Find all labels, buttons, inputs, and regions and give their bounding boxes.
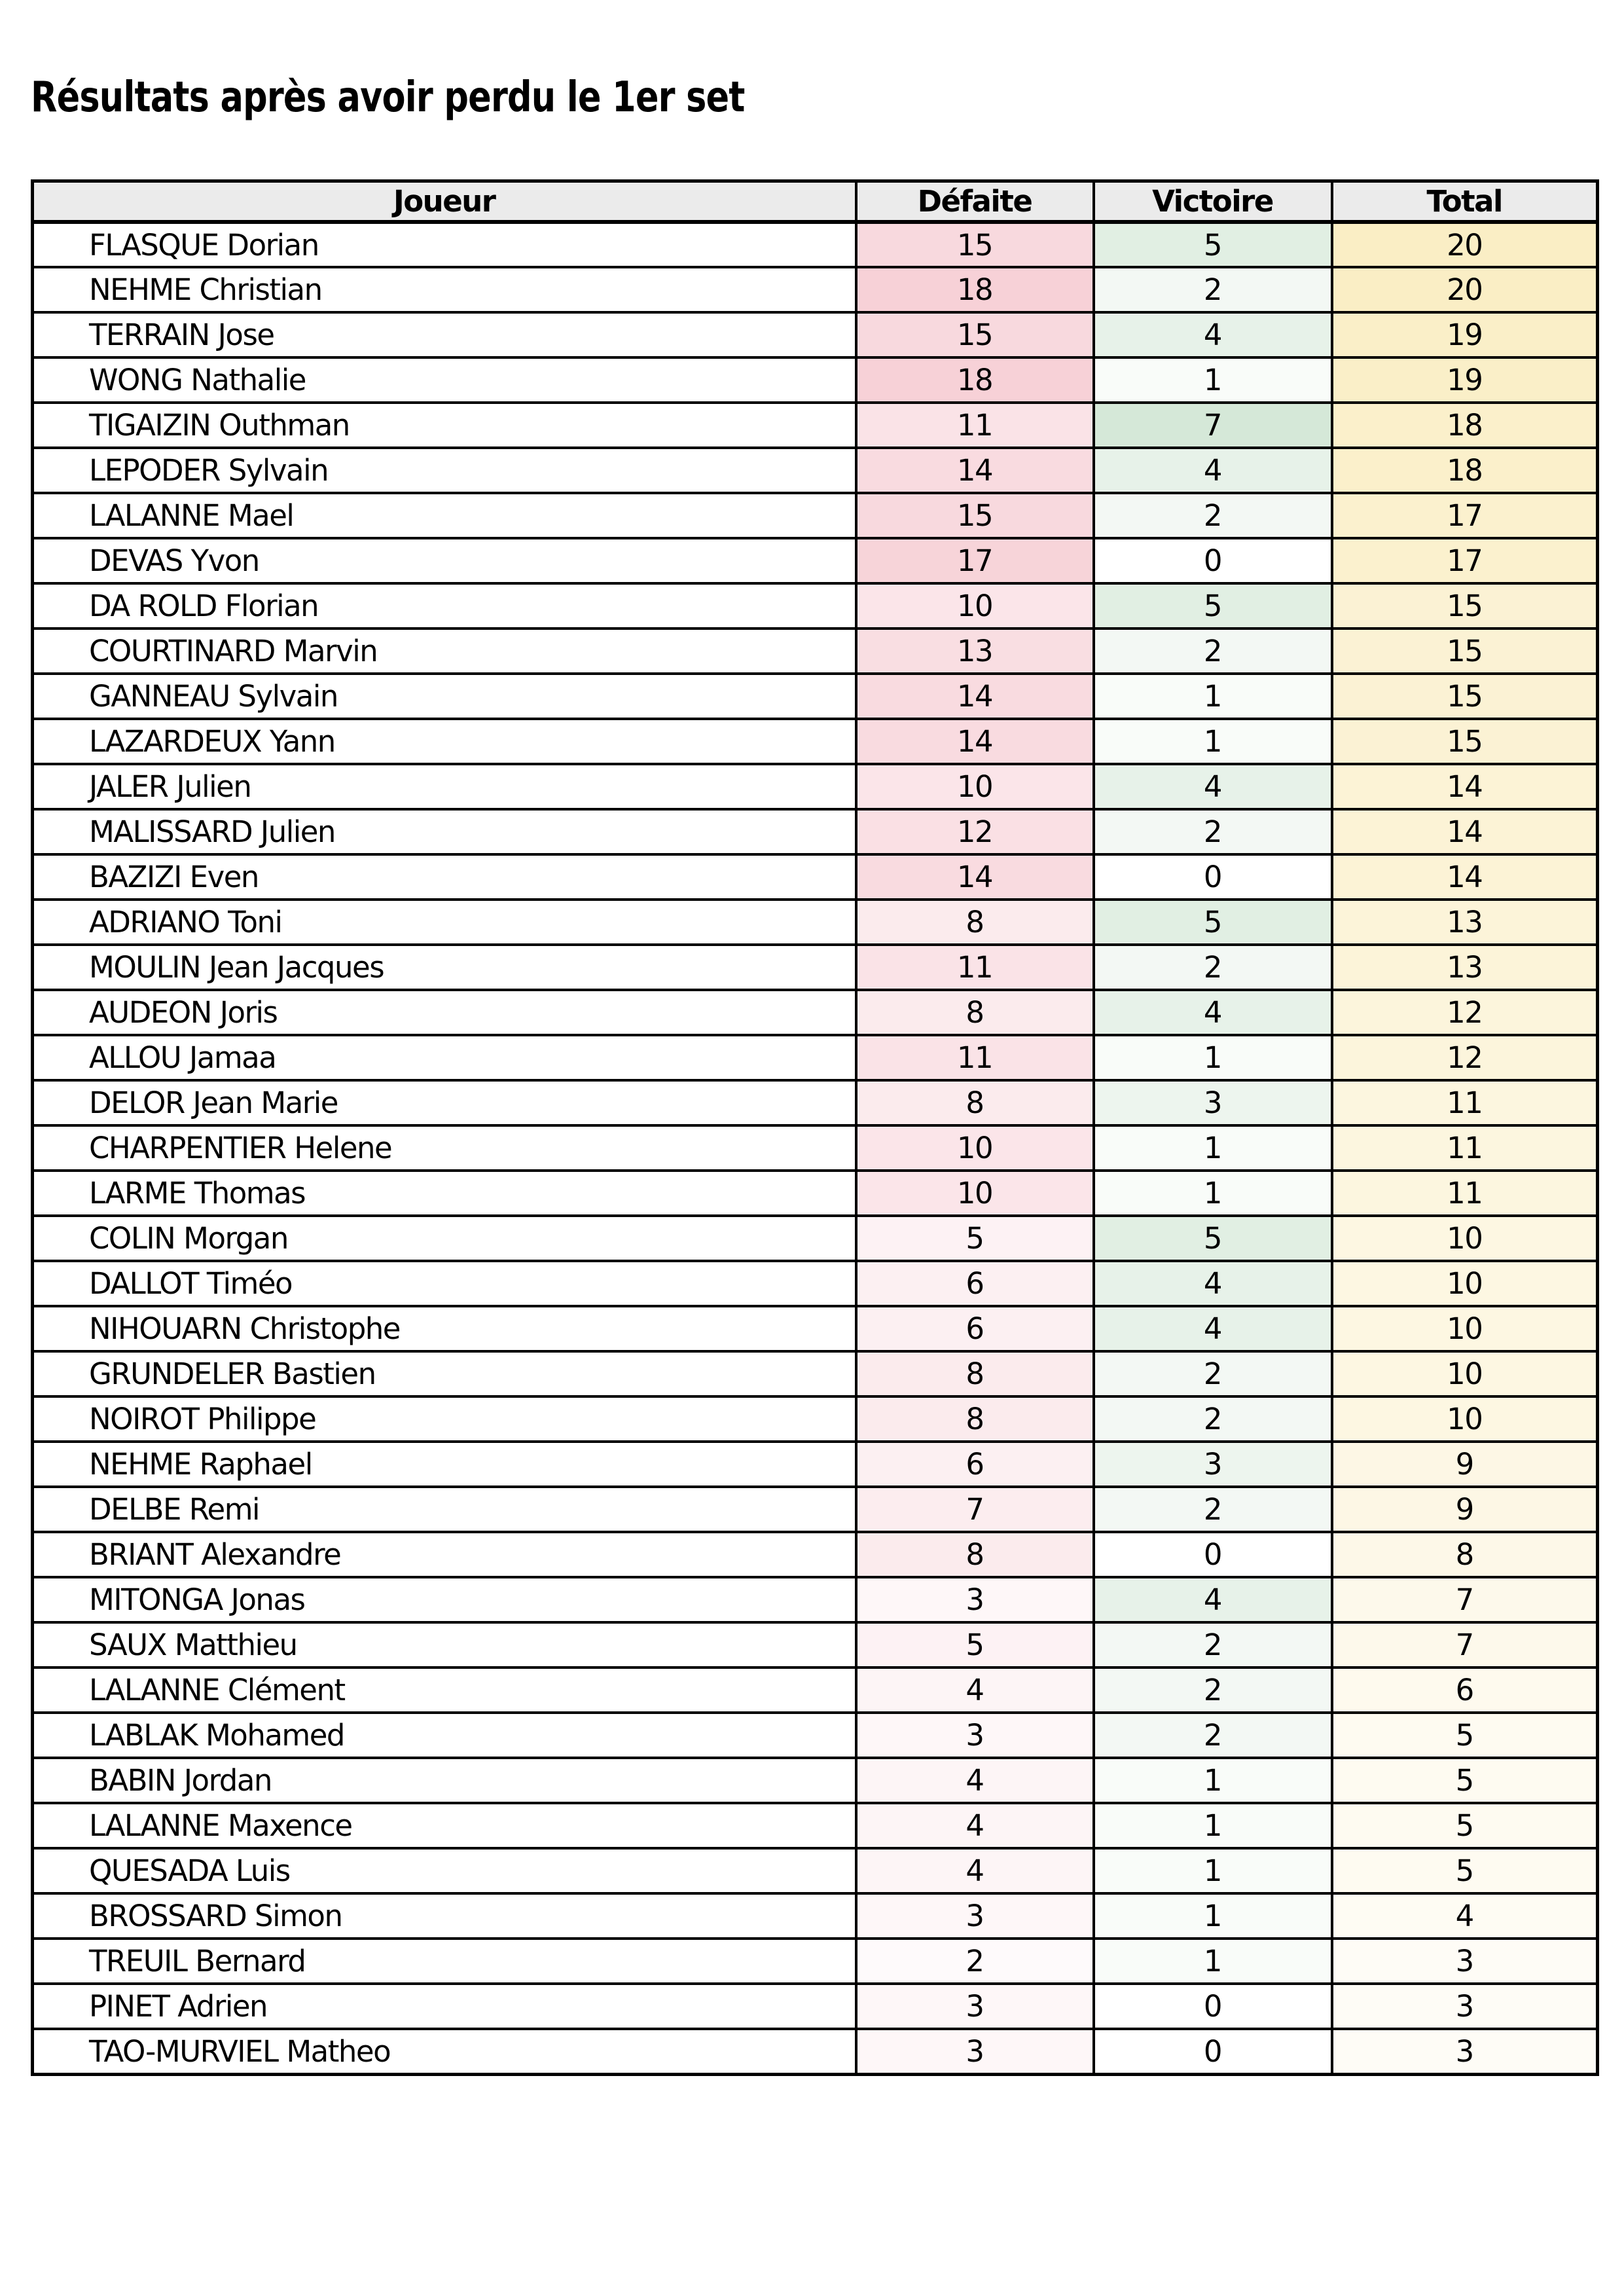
player-name-cell: DELBE Remi xyxy=(33,1487,856,1532)
defaite-cell: 2 xyxy=(856,1939,1094,1984)
table-row xyxy=(33,1939,1598,1984)
defaite-cell: 6 xyxy=(856,1261,1094,1306)
table-row xyxy=(33,900,1598,945)
player-name-cell: LEPODER Sylvain xyxy=(33,448,856,493)
victoire-cell: 1 xyxy=(1094,1803,1332,1848)
player-name-cell: GRUNDELER Bastien xyxy=(33,1351,856,1396)
player-name-cell: COLIN Morgan xyxy=(33,1216,856,1261)
player-name-cell: COURTINARD Marvin xyxy=(33,629,856,674)
table-row xyxy=(33,1532,1598,1577)
victoire-cell: 2 xyxy=(1094,1487,1332,1532)
total-cell: 17 xyxy=(1332,538,1598,583)
table-row xyxy=(33,538,1598,583)
column-header-victoire: Victoire xyxy=(1094,181,1332,223)
victoire-cell: 3 xyxy=(1094,1080,1332,1125)
victoire-cell: 2 xyxy=(1094,629,1332,674)
defaite-cell: 3 xyxy=(856,1893,1094,1939)
defaite-cell: 15 xyxy=(856,222,1094,267)
victoire-cell: 4 xyxy=(1094,1306,1332,1351)
table-row xyxy=(33,945,1598,990)
player-name-cell: BRIANT Alexandre xyxy=(33,1532,856,1577)
table-row xyxy=(33,1351,1598,1396)
victoire-cell: 1 xyxy=(1094,1035,1332,1080)
defaite-cell: 6 xyxy=(856,1306,1094,1351)
victoire-cell: 0 xyxy=(1094,2029,1332,2074)
defaite-cell: 11 xyxy=(856,1035,1094,1080)
table-row xyxy=(33,1125,1598,1171)
column-header-defaite: Défaite xyxy=(856,181,1094,223)
victoire-cell: 1 xyxy=(1094,357,1332,403)
defaite-cell: 10 xyxy=(856,583,1094,629)
player-name-cell: NIHOUARN Christophe xyxy=(33,1306,856,1351)
victoire-cell: 5 xyxy=(1094,222,1332,267)
defaite-cell: 14 xyxy=(856,448,1094,493)
table-row xyxy=(33,1487,1598,1532)
player-name-cell: LABLAK Mohamed xyxy=(33,1713,856,1758)
table-row xyxy=(33,1622,1598,1667)
defaite-cell: 10 xyxy=(856,764,1094,809)
player-name-cell: NEHME Raphael xyxy=(33,1442,856,1487)
defaite-cell: 8 xyxy=(856,1532,1094,1577)
victoire-cell: 2 xyxy=(1094,1667,1332,1713)
player-name-cell: WONG Nathalie xyxy=(33,357,856,403)
total-cell: 7 xyxy=(1332,1622,1598,1667)
table-row xyxy=(33,1396,1598,1442)
defaite-cell: 14 xyxy=(856,674,1094,719)
table-row xyxy=(33,583,1598,629)
player-name-cell: FLASQUE Dorian xyxy=(33,222,856,267)
victoire-cell: 4 xyxy=(1094,448,1332,493)
player-name-cell: LALANNE Maxence xyxy=(33,1803,856,1848)
table-row xyxy=(33,629,1598,674)
defaite-cell: 17 xyxy=(856,538,1094,583)
table-row xyxy=(33,1261,1598,1306)
total-cell: 13 xyxy=(1332,945,1598,990)
total-cell: 4 xyxy=(1332,1893,1598,1939)
total-cell: 15 xyxy=(1332,583,1598,629)
total-cell: 14 xyxy=(1332,764,1598,809)
total-cell: 5 xyxy=(1332,1803,1598,1848)
total-cell: 13 xyxy=(1332,900,1598,945)
player-name-cell: DALLOT Timéo xyxy=(33,1261,856,1306)
victoire-cell: 0 xyxy=(1094,854,1332,900)
total-cell: 11 xyxy=(1332,1125,1598,1171)
column-header-joueur: Joueur xyxy=(33,181,856,223)
victoire-cell: 2 xyxy=(1094,1713,1332,1758)
victoire-cell: 4 xyxy=(1094,764,1332,809)
table-row xyxy=(33,1080,1598,1125)
defaite-cell: 18 xyxy=(856,267,1094,312)
total-cell: 10 xyxy=(1332,1216,1598,1261)
table-row xyxy=(33,1306,1598,1351)
total-cell: 15 xyxy=(1332,719,1598,764)
table-row xyxy=(33,1216,1598,1261)
table-row xyxy=(33,719,1598,764)
table-row xyxy=(33,1667,1598,1713)
victoire-cell: 4 xyxy=(1094,1261,1332,1306)
player-name-cell: TREUIL Bernard xyxy=(33,1939,856,1984)
defaite-cell: 8 xyxy=(856,1080,1094,1125)
player-name-cell: ALLOU Jamaa xyxy=(33,1035,856,1080)
table-row xyxy=(33,1577,1598,1622)
table-row xyxy=(33,222,1598,267)
defaite-cell: 8 xyxy=(856,1351,1094,1396)
defaite-cell: 12 xyxy=(856,809,1094,854)
table-row xyxy=(33,1803,1598,1848)
defaite-cell: 14 xyxy=(856,719,1094,764)
player-name-cell: GANNEAU Sylvain xyxy=(33,674,856,719)
total-cell: 10 xyxy=(1332,1351,1598,1396)
player-name-cell: DA ROLD Florian xyxy=(33,583,856,629)
victoire-cell: 0 xyxy=(1094,538,1332,583)
victoire-cell: 2 xyxy=(1094,1622,1332,1667)
victoire-cell: 2 xyxy=(1094,267,1332,312)
defaite-cell: 10 xyxy=(856,1171,1094,1216)
defaite-cell: 11 xyxy=(856,945,1094,990)
total-cell: 19 xyxy=(1332,357,1598,403)
victoire-cell: 0 xyxy=(1094,1984,1332,2029)
total-cell: 9 xyxy=(1332,1442,1598,1487)
total-cell: 3 xyxy=(1332,1939,1598,1984)
victoire-cell: 1 xyxy=(1094,1848,1332,1893)
total-cell: 17 xyxy=(1332,493,1598,538)
defaite-cell: 5 xyxy=(856,1622,1094,1667)
player-name-cell: TAO-MURVIEL Matheo xyxy=(33,2029,856,2074)
total-cell: 6 xyxy=(1332,1667,1598,1713)
defaite-cell: 3 xyxy=(856,1577,1094,1622)
defaite-cell: 3 xyxy=(856,2029,1094,2074)
header-row xyxy=(33,181,1598,223)
player-name-cell: MITONGA Jonas xyxy=(33,1577,856,1622)
victoire-cell: 2 xyxy=(1094,945,1332,990)
player-name-cell: CHARPENTIER Helene xyxy=(33,1125,856,1171)
total-cell: 10 xyxy=(1332,1306,1598,1351)
table-row xyxy=(33,764,1598,809)
total-cell: 18 xyxy=(1332,403,1598,448)
player-name-cell: SAUX Matthieu xyxy=(33,1622,856,1667)
defaite-cell: 15 xyxy=(856,493,1094,538)
player-name-cell: BAZIZI Even xyxy=(33,854,856,900)
table-row xyxy=(33,403,1598,448)
table-row xyxy=(33,1758,1598,1803)
defaite-cell: 18 xyxy=(856,357,1094,403)
total-cell: 14 xyxy=(1332,809,1598,854)
table-row xyxy=(33,1984,1598,2029)
defaite-cell: 3 xyxy=(856,1713,1094,1758)
defaite-cell: 8 xyxy=(856,900,1094,945)
table-header xyxy=(33,181,1598,223)
total-cell: 11 xyxy=(1332,1171,1598,1216)
total-cell: 3 xyxy=(1332,1984,1598,2029)
defaite-cell: 14 xyxy=(856,854,1094,900)
total-cell: 3 xyxy=(1332,2029,1598,2074)
player-name-cell: JALER Julien xyxy=(33,764,856,809)
victoire-cell: 3 xyxy=(1094,1442,1332,1487)
player-name-cell: LAZARDEUX Yann xyxy=(33,719,856,764)
total-cell: 19 xyxy=(1332,312,1598,357)
page-title: Résultats après avoir perdu le 1er set xyxy=(31,73,745,122)
total-cell: 20 xyxy=(1332,222,1598,267)
table-row xyxy=(33,1713,1598,1758)
player-name-cell: TERRAIN Jose xyxy=(33,312,856,357)
victoire-cell: 2 xyxy=(1094,1351,1332,1396)
total-cell: 15 xyxy=(1332,674,1598,719)
victoire-cell: 4 xyxy=(1094,1577,1332,1622)
table-row xyxy=(33,312,1598,357)
table-row xyxy=(33,854,1598,900)
total-cell: 14 xyxy=(1332,854,1598,900)
table-row xyxy=(33,267,1598,312)
victoire-cell: 5 xyxy=(1094,1216,1332,1261)
victoire-cell: 4 xyxy=(1094,312,1332,357)
total-cell: 7 xyxy=(1332,1577,1598,1622)
player-name-cell: LALANNE Clément xyxy=(33,1667,856,1713)
table-body xyxy=(33,222,1598,2074)
total-cell: 5 xyxy=(1332,1848,1598,1893)
total-cell: 18 xyxy=(1332,448,1598,493)
table-row xyxy=(33,809,1598,854)
defaite-cell: 7 xyxy=(856,1487,1094,1532)
victoire-cell: 1 xyxy=(1094,1758,1332,1803)
victoire-cell: 2 xyxy=(1094,493,1332,538)
total-cell: 5 xyxy=(1332,1713,1598,1758)
total-cell: 15 xyxy=(1332,629,1598,674)
defaite-cell: 4 xyxy=(856,1803,1094,1848)
defaite-cell: 4 xyxy=(856,1667,1094,1713)
victoire-cell: 1 xyxy=(1094,674,1332,719)
total-cell: 5 xyxy=(1332,1758,1598,1803)
player-name-cell: TIGAIZIN Outhman xyxy=(33,403,856,448)
player-name-cell: PINET Adrien xyxy=(33,1984,856,2029)
player-name-cell: QUESADA Luis xyxy=(33,1848,856,1893)
player-name-cell: MALISSARD Julien xyxy=(33,809,856,854)
player-name-cell: NOIROT Philippe xyxy=(33,1396,856,1442)
total-cell: 12 xyxy=(1332,990,1598,1035)
results-table xyxy=(31,179,1599,2076)
total-cell: 11 xyxy=(1332,1080,1598,1125)
player-name-cell: BABIN Jordan xyxy=(33,1758,856,1803)
player-name-cell: AUDEON Joris xyxy=(33,990,856,1035)
defaite-cell: 8 xyxy=(856,990,1094,1035)
table-row xyxy=(33,674,1598,719)
victoire-cell: 5 xyxy=(1094,583,1332,629)
table-row xyxy=(33,2029,1598,2074)
table-row xyxy=(33,1848,1598,1893)
victoire-cell: 2 xyxy=(1094,1396,1332,1442)
table-row xyxy=(33,357,1598,403)
player-name-cell: BROSSARD Simon xyxy=(33,1893,856,1939)
player-name-cell: DELOR Jean Marie xyxy=(33,1080,856,1125)
player-name-cell: LARME Thomas xyxy=(33,1171,856,1216)
defaite-cell: 15 xyxy=(856,312,1094,357)
player-name-cell: NEHME Christian xyxy=(33,267,856,312)
total-cell: 8 xyxy=(1332,1532,1598,1577)
defaite-cell: 4 xyxy=(856,1758,1094,1803)
victoire-cell: 7 xyxy=(1094,403,1332,448)
column-header-total: Total xyxy=(1332,181,1598,223)
victoire-cell: 1 xyxy=(1094,719,1332,764)
total-cell: 9 xyxy=(1332,1487,1598,1532)
table-row xyxy=(33,1035,1598,1080)
defaite-cell: 3 xyxy=(856,1984,1094,2029)
defaite-cell: 11 xyxy=(856,403,1094,448)
victoire-cell: 2 xyxy=(1094,809,1332,854)
total-cell: 20 xyxy=(1332,267,1598,312)
victoire-cell: 0 xyxy=(1094,1532,1332,1577)
victoire-cell: 1 xyxy=(1094,1939,1332,1984)
total-cell: 12 xyxy=(1332,1035,1598,1080)
player-name-cell: ADRIANO Toni xyxy=(33,900,856,945)
table-row xyxy=(33,1442,1598,1487)
victoire-cell: 1 xyxy=(1094,1125,1332,1171)
total-cell: 10 xyxy=(1332,1396,1598,1442)
table-row xyxy=(33,1171,1598,1216)
player-name-cell: LALANNE Mael xyxy=(33,493,856,538)
total-cell: 10 xyxy=(1332,1261,1598,1306)
defaite-cell: 13 xyxy=(856,629,1094,674)
victoire-cell: 1 xyxy=(1094,1171,1332,1216)
victoire-cell: 1 xyxy=(1094,1893,1332,1939)
table-row xyxy=(33,448,1598,493)
table-row xyxy=(33,990,1598,1035)
table-row xyxy=(33,1893,1598,1939)
table-row xyxy=(33,493,1598,538)
victoire-cell: 5 xyxy=(1094,900,1332,945)
defaite-cell: 4 xyxy=(856,1848,1094,1893)
victoire-cell: 4 xyxy=(1094,990,1332,1035)
defaite-cell: 10 xyxy=(856,1125,1094,1171)
defaite-cell: 8 xyxy=(856,1396,1094,1442)
player-name-cell: MOULIN Jean Jacques xyxy=(33,945,856,990)
player-name-cell: DEVAS Yvon xyxy=(33,538,856,583)
defaite-cell: 6 xyxy=(856,1442,1094,1487)
defaite-cell: 5 xyxy=(856,1216,1094,1261)
